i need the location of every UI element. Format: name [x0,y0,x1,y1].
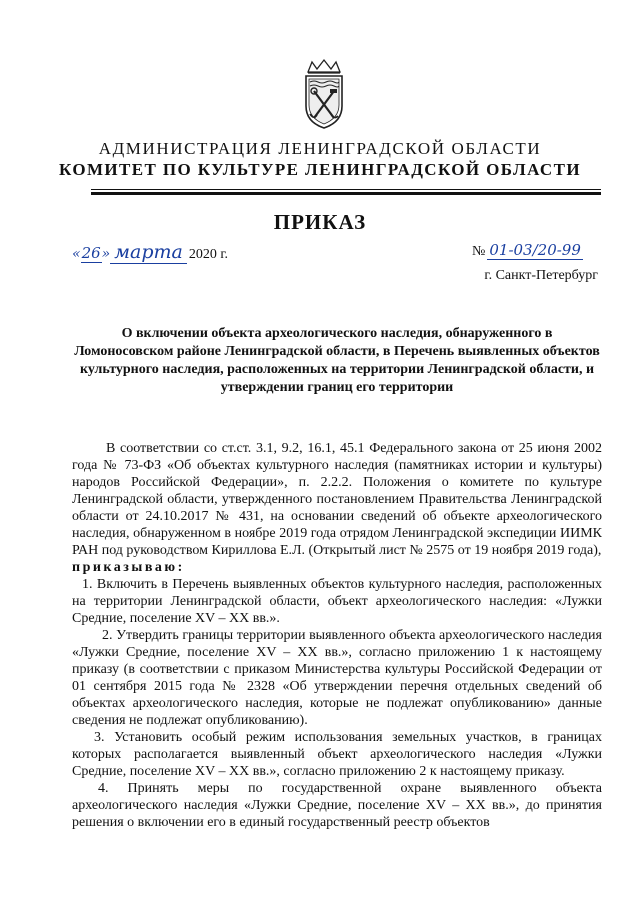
city: г. Санкт-Петербург [484,268,598,283]
order-body [72,440,602,831]
order-item-1: 1. Включить в Перечень выявленных объектов культурного наследия, расположенных на территории Ленинградской области, объект археологического наследия: «Лужки Средние, поселение XV – XX вв.». [72,577,602,626]
order-date [72,241,228,264]
date-month: марта [110,241,187,264]
order-item-4: 4. Принять меры по государственной охране выявленного объекта археологического наследия «Лужки Средние, поселение XV – XX вв.», до принятия решения о включении его в единый государственный реестр объектов [72,781,602,830]
date-close-quote: » [101,246,111,262]
order-item-3: 3. Установить особый режим использования земельных участков, в границах которых располагается выявленный объект археологического наследия «Лужки Средние, поселение XV – XX вв.», согласно приложению 2 к настоящему приказу. [72,730,602,779]
date-year: 2020 г. [188,247,229,262]
coat-of-arms-icon [300,58,348,130]
committee-header: КОМИТЕТ ПО КУЛЬТУРЕ ЛЕНИНГРАДСКОЙ ОБЛАСТИ [59,160,581,179]
date-open-quote: « [72,246,81,262]
order-number [472,241,583,260]
number-value: 01-03/20-99 [489,241,581,259]
header-divider-thick [91,192,601,195]
header-divider-thin [91,189,601,190]
number-prefix: № [472,244,486,259]
order-word: приказываю: [72,560,185,575]
date-day: 26 [81,244,101,262]
administration-header: АДМИНИСТРАЦИЯ ЛЕНИНГРАДСКОЙ ОБЛАСТИ [98,139,542,158]
document-title: ПРИКАЗ [273,210,367,234]
preamble-paragraph: В соответствии со ст.ст. 3.1, 9.2, 16.1, 45.1 Федерального закона от 25 июня 2002 года № 73-ФЗ «Об объектах культурного наследия (памятниках истории и культуры) народов Российской Федерации», п. 2.2.2. Положения о комитете по культуре Ленинградской области, утвержденного постановлением Правительства Ленинградской области от 24.10.2017 № 431, на основании сведений об объекте археологического наследия, обнаруженном в ноябре 2019 года отрядом Ленинградской экспедиции ИИМК РАН под руководством Кириллова Е.Л. (Открытый лист № 2575 от 19 ноября 2019 года), [72,441,602,558]
order-subject: О включении объекта археологического наследия, обнаруженного в Ломоносовском районе Ленинградской области, в Перечень выявленных объектов культурного наследия, расположенных на территории Ленинградской области, и утверждении границ его территории [74,326,600,395]
order-item-2: 2. Утвердить границы территории выявленного объекта археологического наследия «Лужки Средние, поселение XV – XX вв.», согласно приложению 1 к настоящему приказу (в соответствии с приказом Министерства культуры Российской Федерации от 01 сентября 2015 года № 2328 «Об утверждении перечня отдельных сведений об объектах археологического наследия, которые не подлежат опубликованию» данные сведения не подлежат опубликованию). [72,628,602,728]
